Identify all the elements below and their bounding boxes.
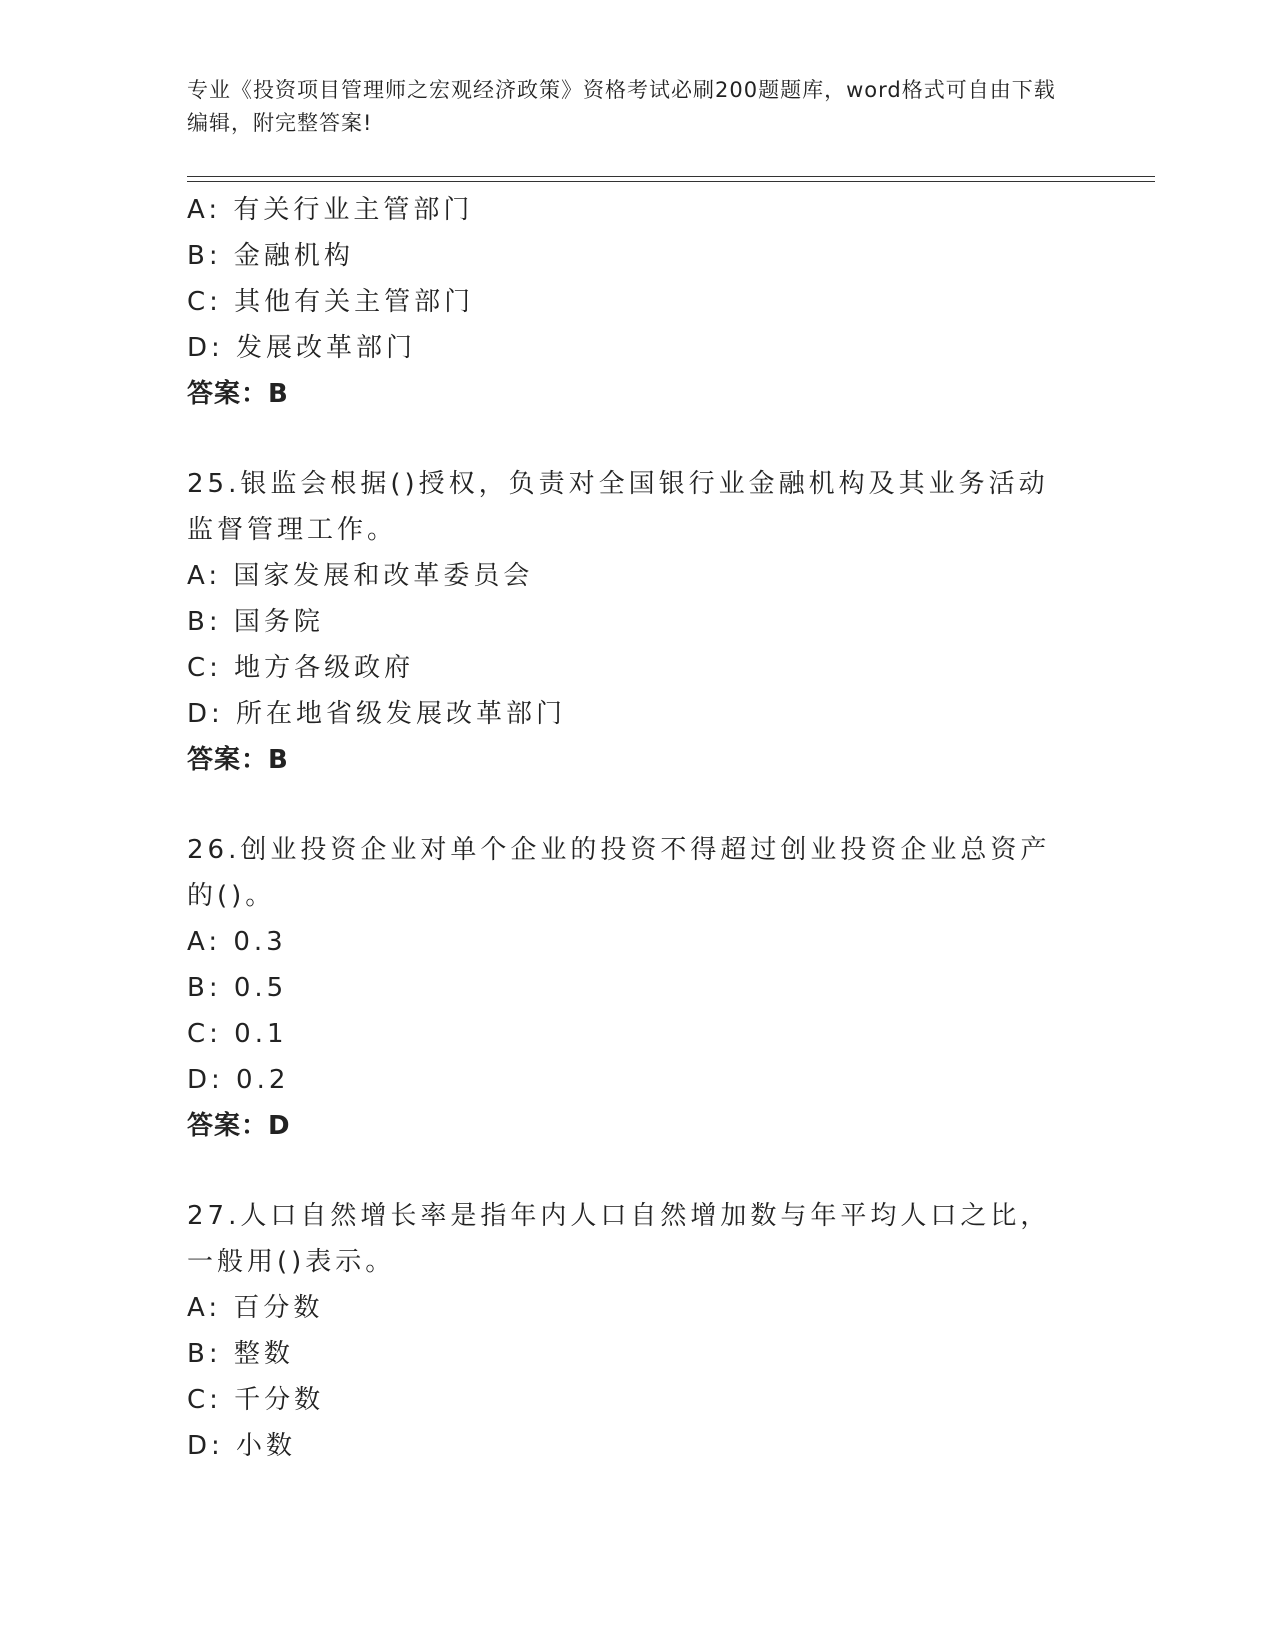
option-d: D: 发展改革部门 xyxy=(187,333,417,363)
question-24 xyxy=(187,187,1087,417)
question-26 xyxy=(187,827,1087,1149)
answer: 答案：B xyxy=(187,745,289,775)
option-b: B: 0.5 xyxy=(187,973,288,1003)
page-header-title: 专业《投资项目管理师之宏观经济政策》资格考试必刷200题题库，word格式可自由下载编辑，附完整答案! xyxy=(187,78,1056,135)
option-a: A: 国家发展和改革委员会 xyxy=(187,561,534,591)
question-25 xyxy=(187,461,1087,783)
option-d: D: 0.2 xyxy=(187,1065,290,1095)
question-27 xyxy=(187,1193,1087,1469)
option-c: C: 0.1 xyxy=(187,1019,288,1049)
option-b: B: 国务院 xyxy=(187,607,324,637)
option-a: A: 百分数 xyxy=(187,1293,324,1323)
question-list xyxy=(187,187,1087,1469)
option-c: C: 千分数 xyxy=(187,1385,325,1415)
option-c: C: 地方各级政府 xyxy=(187,653,415,683)
answer: 答案：B xyxy=(187,379,289,409)
option-a: A: 0.3 xyxy=(187,927,287,957)
option-d: D: 小数 xyxy=(187,1431,297,1461)
option-b: B: 整数 xyxy=(187,1339,294,1369)
answer: 答案：D xyxy=(187,1111,291,1141)
question-stem: 25.银监会根据()授权，负责对全国银行业金融机构及其业务活动监督管理工作。 xyxy=(187,469,1049,545)
question-stem: 26.创业投资企业对单个企业的投资不得超过创业投资企业总资产的()。 xyxy=(187,835,1051,911)
option-d: D: 所在地省级发展改革部门 xyxy=(187,699,567,729)
option-b: B: 金融机构 xyxy=(187,241,354,271)
header-divider xyxy=(187,176,1155,177)
question-stem: 27.人口自然增长率是指年内人口自然增加数与年平均人口之比，一般用()表示。 xyxy=(187,1201,1051,1277)
option-a: A: 有关行业主管部门 xyxy=(187,195,474,225)
option-c: C: 其他有关主管部门 xyxy=(187,287,475,317)
header-divider xyxy=(187,181,1155,182)
